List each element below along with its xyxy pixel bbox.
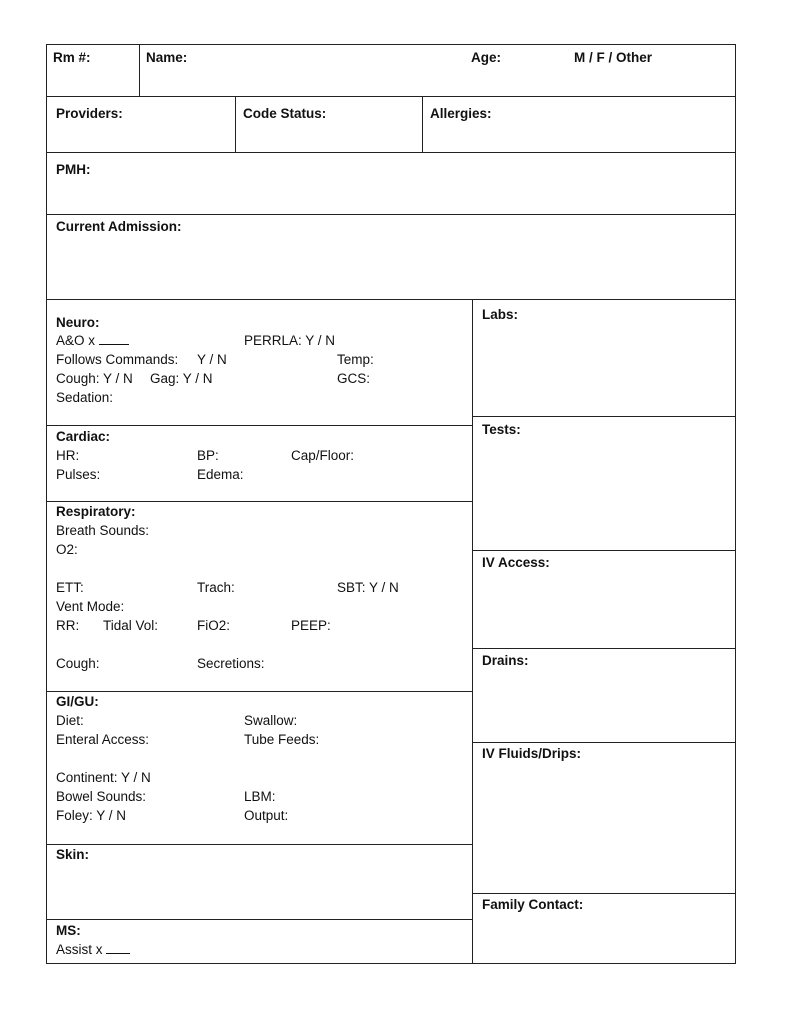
tests-field[interactable] [472, 416, 736, 551]
sbt-label: SBT: Y / N [337, 580, 399, 595]
ms-title: MS: [56, 923, 81, 938]
providers-label: Providers: [56, 106, 123, 121]
family-contact-field[interactable] [472, 893, 736, 964]
pulses-label: Pulses: [56, 467, 101, 482]
code-status-label: Code Status: [243, 106, 327, 121]
peep-label: PEEP: [291, 618, 331, 633]
iv-fluids-field[interactable] [472, 742, 736, 894]
continent-label: Continent: Y / N [56, 770, 151, 785]
rr-label: RR: [56, 618, 80, 633]
sex-options: M / F / Other [574, 50, 653, 65]
tidal-vol-label: Tidal Vol: [103, 618, 159, 633]
labs-label: Labs: [482, 307, 519, 322]
assist-field [56, 942, 130, 957]
aando-label: A&O x [56, 333, 96, 348]
respiratory-title: Respiratory: [56, 504, 136, 519]
allergies-field[interactable] [422, 96, 736, 153]
bowel-sounds-label: Bowel Sounds: [56, 789, 147, 804]
enteral-access-label: Enteral Access: [56, 732, 150, 747]
neuro-section[interactable] [46, 299, 473, 426]
gag-label: Gag: Y / N [150, 371, 213, 386]
ms-section[interactable] [46, 919, 473, 964]
aando-blank[interactable] [99, 333, 129, 345]
drains-field[interactable] [472, 648, 736, 743]
cardiac-section[interactable] [46, 425, 473, 502]
gigu-title: GI/GU: [56, 694, 99, 709]
skin-label: Skin: [56, 847, 90, 862]
neuro-title: Neuro: [56, 315, 100, 330]
labs-field[interactable] [472, 299, 736, 417]
providers-field[interactable] [46, 96, 236, 153]
name-label: Name: [146, 50, 188, 65]
o2-label: O2: [56, 542, 78, 557]
iv-access-label: IV Access: [482, 555, 550, 570]
current-admission-field[interactable] [46, 214, 736, 300]
vent-mode-label: Vent Mode: [56, 599, 125, 614]
edema-label: Edema: [197, 467, 244, 482]
current-admission-label: Current Admission: [56, 219, 182, 234]
sedation-label: Sedation: [56, 390, 114, 405]
follows-commands-label: Follows Commands: [56, 352, 179, 367]
room-field[interactable] [46, 44, 140, 97]
diet-label: Diet: [56, 713, 84, 728]
room-label: Rm #: [53, 50, 91, 65]
cardiac-title: Cardiac: [56, 429, 111, 444]
tube-feeds-label: Tube Feeds: [244, 732, 320, 747]
temp-label: Temp: [337, 352, 374, 367]
patient-info-field[interactable] [139, 44, 736, 97]
resp-cough-label: Cough: [56, 656, 100, 671]
secretions-label: Secretions: [197, 656, 265, 671]
assist-label: Assist x [56, 942, 103, 957]
pmh-field[interactable] [46, 152, 736, 215]
drains-label: Drains: [482, 653, 529, 668]
neuro-cough-label: Cough: Y / N [56, 371, 133, 386]
pmh-label: PMH: [56, 162, 91, 177]
age-label: Age: [471, 50, 501, 65]
cap-floor-label: Cap/Floor: [291, 448, 355, 463]
tests-label: Tests: [482, 422, 521, 437]
assist-blank[interactable] [106, 942, 130, 954]
ett-label: ETT: [56, 580, 84, 595]
gigu-section[interactable] [46, 691, 473, 845]
output-label: Output: [244, 808, 289, 823]
allergies-label: Allergies: [430, 106, 492, 121]
iv-fluids-label: IV Fluids/Drips: [482, 746, 582, 761]
hr-label: HR: [56, 448, 80, 463]
respiratory-section[interactable] [46, 501, 473, 692]
code-status-field[interactable] [235, 96, 423, 153]
nursing-report-sheet [46, 44, 736, 964]
foley-label: Foley: Y / N [56, 808, 127, 823]
breath-sounds-label: Breath Sounds: [56, 523, 150, 538]
aando-field [56, 333, 129, 348]
fio2-label: FiO2: [197, 618, 231, 633]
swallow-label: Swallow: [244, 713, 298, 728]
trach-label: Trach: [197, 580, 235, 595]
lbm-label: LBM: [244, 789, 276, 804]
perrla-label: PERRLA: Y / N [244, 333, 336, 348]
follows-commands-yn: Y / N [197, 352, 227, 367]
family-contact-label: Family Contact: [482, 897, 584, 912]
bp-label: BP: [197, 448, 219, 463]
iv-access-field[interactable] [472, 550, 736, 649]
gcs-label: GCS: [337, 371, 371, 386]
skin-section[interactable] [46, 844, 473, 920]
